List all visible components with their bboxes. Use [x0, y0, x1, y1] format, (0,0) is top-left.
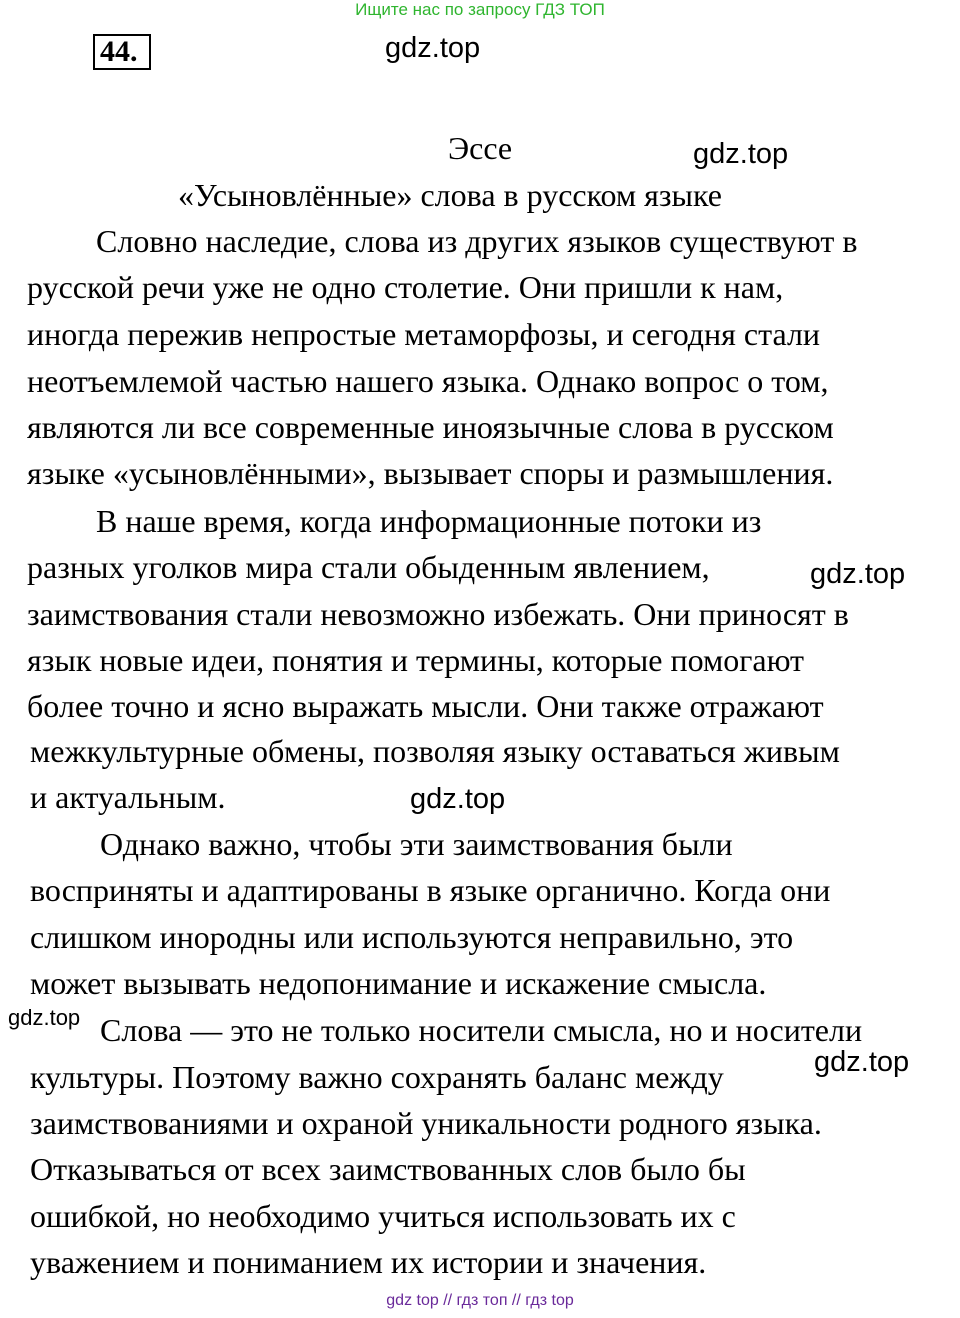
footer-watermark: gdz top // гдз топ // гдз top — [386, 1292, 574, 1309]
watermark: gdz.top — [693, 138, 789, 170]
text-line: ошибкой, но необходимо учиться использовать их с — [30, 1198, 736, 1234]
text-line: заимствованиями и охраной уникальности родного языка. — [30, 1105, 822, 1141]
watermark: gdz.top — [8, 1005, 81, 1030]
text-line: культуры. Поэтому важно сохранять баланс между — [30, 1059, 724, 1095]
text-line: более точно и ясно выражать мысли. Они также отражают — [27, 688, 824, 724]
text-line: восприняты и адаптированы в языке органично. Когда они — [30, 872, 831, 908]
exercise-number-value: 44 — [100, 35, 130, 68]
watermark: gdz.top — [385, 32, 481, 64]
text-line: разных уголков мира стали обыденным явлением, — [27, 549, 710, 585]
text-line: и актуальным. — [30, 779, 226, 815]
text-line: неотъемлемой частью нашего языка. Однако вопрос о том, — [27, 363, 829, 399]
text-line: иногда пережив непростые метаморфозы, и сегодня стали — [27, 316, 821, 352]
text-line: Отказываться от всех заимствованных слов было бы — [30, 1151, 746, 1187]
essay-title: «Усыновлённые» слова в русском языке — [178, 177, 722, 213]
text-line: Слова — это не только носители смысла, но и носители — [100, 1012, 863, 1048]
text-line: Однако важно, чтобы эти заимствования были — [100, 826, 733, 862]
essay-genre: Эссе — [448, 130, 513, 166]
watermark: gdz.top — [810, 558, 906, 590]
text-line: В наше время, когда информационные потоки из — [96, 503, 762, 539]
text-line: может вызывать недопонимание и искажение смысла. — [30, 965, 767, 1001]
text-line: слишком инородны или используются неправильно, это — [30, 919, 794, 955]
exercise-number — [100, 34, 138, 70]
text-line: язык новые идеи, понятия и термины, которые помогают — [27, 642, 805, 678]
watermark: gdz.top — [410, 783, 506, 815]
text-line: уважением и пониманием их истории и значения. — [30, 1244, 707, 1280]
watermark: gdz.top — [814, 1046, 910, 1078]
text-line: межкультурные обмены, позволяя языку оставаться живым — [30, 733, 840, 769]
text-line: заимствования стали невозможно избежать. Они приносят в — [27, 596, 849, 632]
exercise-number-dot: . — [130, 35, 138, 68]
text-line: языке «усыновлёнными», вызывает споры и размышления. — [27, 455, 834, 491]
text-line: являются ли все современные иноязычные слова в русском — [27, 409, 834, 445]
text-line: Словно наследие, слова из других языков существуют в — [96, 223, 858, 259]
top-banner: Ищите нас по запросу ГДЗ ТОП — [355, 0, 605, 19]
text-line: русской речи уже не одно столетие. Они пришли к нам, — [27, 269, 784, 305]
